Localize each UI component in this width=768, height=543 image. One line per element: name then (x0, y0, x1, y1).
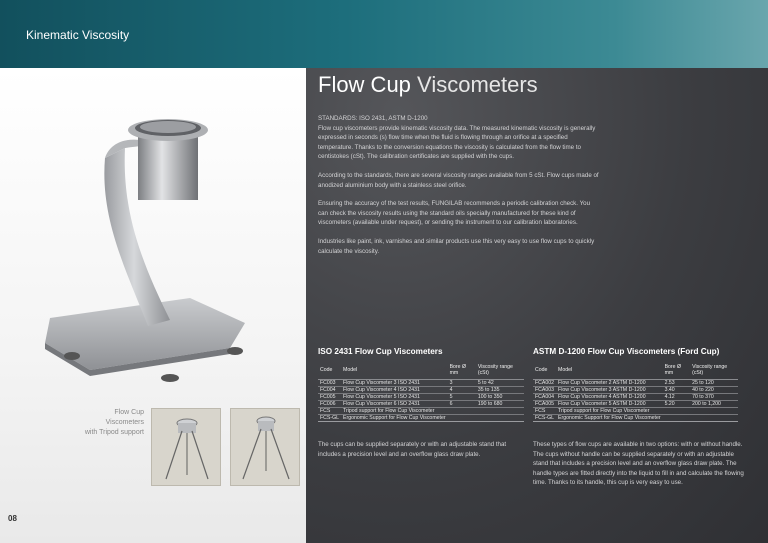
iso-note: The cups can be supplied separately or with an adjustable stand that includes a precision level and an overflow glass draw plate. (318, 441, 507, 458)
table-row: FC004 Flow Cup Viscometer 4 ISO 2431 4 35 to 135 (318, 387, 524, 394)
table-row: FCS Tripod support for Flow Cup Viscometer (533, 408, 738, 415)
tripod-icon (152, 409, 222, 487)
tripod-thumbnail-1 (151, 408, 221, 486)
image-caption: Flow Cup Viscometers with Tripod support (84, 409, 144, 436)
column-header: Bore Ø mm (663, 362, 691, 380)
flow-cup-stand-image (30, 98, 255, 388)
table-row: FC005 Flow Cup Viscometer 5 ISO 2431 5 100 to 350 (318, 394, 524, 401)
table-row: FC003 Flow Cup Viscometer 3 ISO 2431 3 5 to 42 (318, 380, 524, 387)
intro-text (318, 114, 600, 265)
title-light: Viscometers (417, 72, 538, 97)
table-row: FCS Tripod support for Flow Cup Viscometer (318, 408, 524, 415)
table-row: FCA004 Flow Cup Viscometer 4 ASTM D-1200 4.12 70 to 370 (533, 394, 738, 401)
tripod-icon (231, 409, 301, 487)
astm-table (533, 362, 738, 422)
column-header: Viscosity range (cSt) (476, 362, 524, 380)
astm-note: These types of flow cups are available in two options: with or without handle. The cups without handle can be supplied separately or with an adjustable stand that includes a precision level and an overflow glass draw plate. The handle types are fitted directly into the liquid to fill in and calculate the flowing time. Thanks to its handle, this cup is very easy to use. (533, 441, 744, 487)
table-row: FCA003 Flow Cup Viscometer 3 ASTM D-1200 3.40 40 to 220 (533, 387, 738, 394)
table-row: FCS-GL Ergonomic Support for Flow Cup Viscometer (318, 415, 524, 422)
column-header: Model (341, 362, 448, 380)
paragraph: Ensuring the accuracy of the test results, FUNGILAB recommends a periodic calibration check. You can check the viscosity results using the standard oils specially manufactured for these kind of viscometers (available under request), or sending the instrument to our calibration laboratories. (318, 200, 591, 227)
standards-line: STANDARDS: ISO 2431, ASTM D-1200 (318, 115, 428, 122)
table-row: FCS-GL Ergonomic Support for Flow Cup Viscometer (533, 415, 738, 422)
header-bar (0, 0, 768, 68)
column-header: Viscosity range (cSt) (690, 362, 738, 380)
tripod-thumbnail-2 (230, 408, 300, 486)
table-row: FCA005 Flow Cup Viscometer 5 ASTM D-1200 5.20 200 to 1,200 (533, 401, 738, 408)
astm-section-title: ASTM D-1200 Flow Cup Viscometers (Ford Cup) (533, 347, 720, 356)
paragraph: Flow cup viscometers provide kinematic viscosity data. The measured kinematic viscosity is generally expressed in seconds (s) flow time when the fluid is flowing through an orifice at a specified temperature. Thanks to the conversion equations the viscosity is calculated from the flow time to centistokes (cSt). The calibration certificates are supplied with the cups. (318, 124, 596, 161)
left-panel (0, 68, 306, 543)
content-panel (306, 68, 768, 543)
table-row: FC006 Flow Cup Viscometer 6 ISO 2431 6 190 to 680 (318, 401, 524, 408)
column-header: Bore Ø mm (448, 362, 476, 380)
paragraph: According to the standards, there are several viscosity ranges available from 5 cSt. Flow cups made of anodized aluminium body with a stainless steel orifice. (318, 171, 599, 189)
iso-table (318, 362, 524, 422)
section-title: Kinematic Viscosity (26, 28, 130, 42)
column-header: Code (533, 362, 556, 380)
iso-section-title: ISO 2431 Flow Cup Viscometers (318, 347, 443, 356)
column-header: Code (318, 362, 341, 380)
title-bold: Flow Cup (318, 72, 411, 97)
table-row: FCA002 Flow Cup Viscometer 2 ASTM D-1200 2.53 25 to 120 (533, 380, 738, 387)
page-title (318, 72, 538, 98)
paragraph: Industries like paint, ink, varnishes and similar products use this very easy to use flow cups to quickly calculate the viscosity. (318, 237, 595, 255)
page-number: 08 (8, 514, 17, 523)
column-header: Model (556, 362, 663, 380)
